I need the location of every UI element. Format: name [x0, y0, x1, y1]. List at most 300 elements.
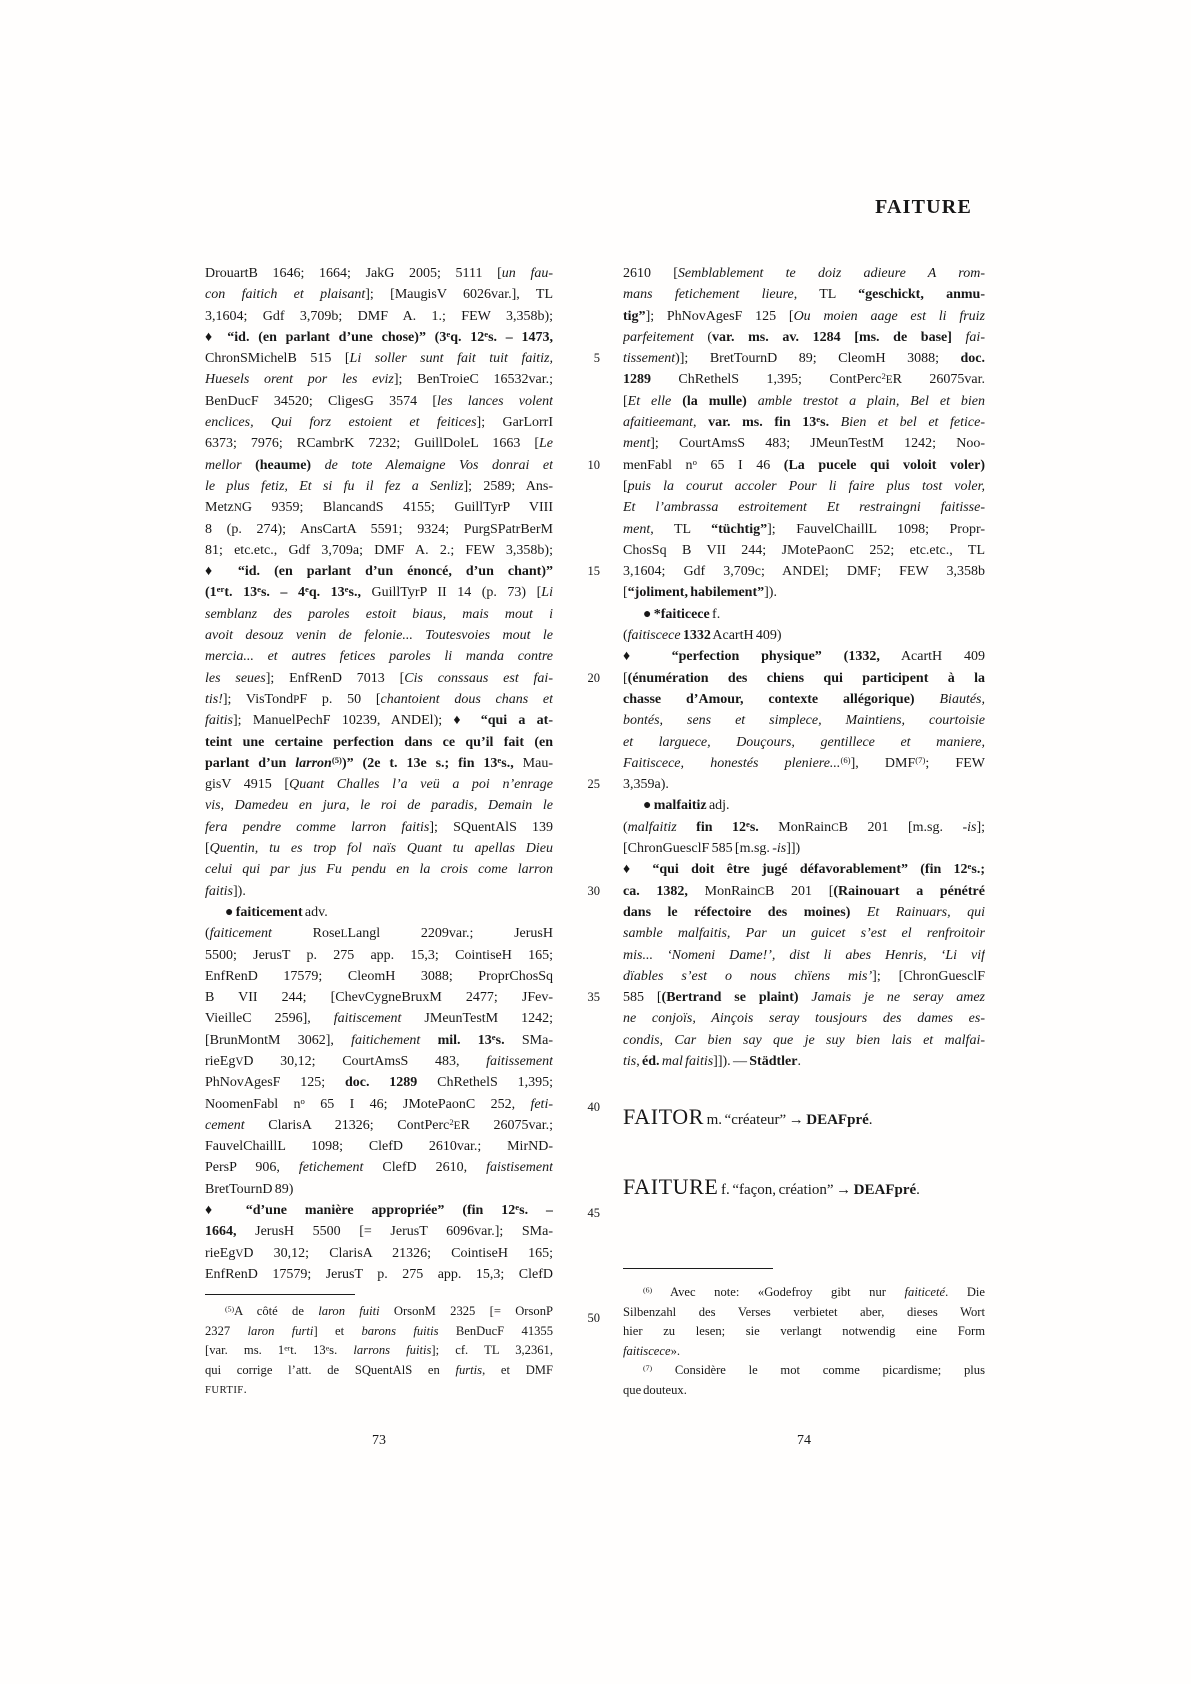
text-line [205, 774, 553, 795]
text-line [623, 1102, 985, 1132]
text-segment: m. “créateur” → [704, 1112, 807, 1128]
text-segment: 65 I 46 [696, 457, 784, 473]
text-segment: Semblablement te doiz adieure A rom- [677, 266, 985, 281]
text-segment: 2327 [205, 1323, 248, 1338]
text-segment [952, 330, 966, 345]
footnotes-right [623, 1283, 985, 1401]
text-line [205, 732, 553, 753]
text-segment: ment [623, 521, 651, 537]
text-segment: ne conjoïs, Ainçois seray tousjours des dames es- [623, 1011, 985, 1027]
text-segment: ca. 1382, [623, 883, 688, 899]
text-segment: Quentin, tu es trop fol naïs Quant tu apellas Dieu [209, 841, 553, 857]
text-line [623, 987, 985, 1008]
text-segment: e [515, 1202, 520, 1213]
text-segment: laron fuiti [318, 1304, 380, 1318]
text-line [623, 732, 985, 753]
text-segment: ]; VisTond [222, 691, 294, 707]
text-segment: 65 I 46; JMotePaonC 252, [304, 1096, 531, 1112]
text-line [623, 1051, 985, 1072]
text-line [623, 284, 985, 305]
text-segment: R 26075var.; [460, 1117, 553, 1133]
text-segment: MonRain [758, 819, 832, 835]
text-line [623, 455, 985, 476]
text-segment: ( [205, 926, 210, 942]
text-line [205, 1341, 553, 1361]
text-line [205, 306, 553, 327]
text-line [623, 859, 985, 880]
text-segment: [ [623, 670, 628, 686]
text-segment: feti- [530, 1096, 553, 1112]
text-segment: q. 12 [450, 329, 485, 345]
text-line [623, 497, 985, 518]
text-line [623, 1030, 985, 1051]
text-line [205, 561, 553, 582]
text-segment: rieEg [205, 1245, 236, 1261]
text-line [623, 668, 985, 689]
text-segment: ♦ [205, 564, 238, 580]
text-segment: éd. [642, 1053, 660, 1069]
text-segment: s., [348, 585, 361, 601]
text-line [205, 1380, 553, 1400]
text-segment: s. – 1473, [488, 329, 553, 345]
text-segment: mis... ‘Nomeni Dame!’, dist li abes Henris, ‘Li vif [623, 947, 985, 963]
footnotes-left [205, 1302, 553, 1400]
text-line [623, 646, 985, 667]
running-head: FAITURE [875, 196, 972, 218]
text-segment: celui qui par jus Fu pendu en la crois come larron [205, 862, 553, 878]
text-segment: E [453, 1119, 461, 1132]
text-segment: 585 [ [623, 990, 662, 1006]
text-segment: ]; SQuentAlS 139 [429, 819, 553, 835]
text-line [623, 561, 985, 582]
text-segment: “id. (en parlant d’un énoncé, d’un chant)” [237, 564, 553, 580]
text-segment: JMeunTestM 1242; [401, 1011, 553, 1027]
text-segment: enclices, Qui forz estoient et feitices [205, 415, 477, 431]
text-segment: ; FEW [925, 755, 985, 771]
text-line [205, 1051, 553, 1072]
text-segment: . [868, 1112, 873, 1128]
text-segment: NoomenFabl n [205, 1096, 301, 1112]
text-segment: BenDucF 41355 [438, 1323, 553, 1338]
text-segment: tis [623, 1053, 637, 1069]
text-segment: Jamais je ne seray amez [811, 990, 985, 1006]
page-number-left: 73 [372, 1433, 386, 1448]
text-segment: fetichement [298, 1160, 364, 1176]
text-segment [677, 820, 696, 835]
text-line [623, 1172, 985, 1202]
text-segment: (7) [643, 1363, 653, 1373]
line-number: 50 [587, 1311, 600, 1325]
text-segment: (heaume) [255, 457, 312, 473]
text-line [623, 1008, 985, 1029]
line-number: 10 [587, 458, 600, 472]
text-segment: . Die [945, 1285, 985, 1299]
text-line [205, 263, 553, 284]
text-segment: “qui doit être jugé défavorablement” (fin 12 [652, 862, 968, 878]
text-segment: tissement [623, 351, 676, 367]
text-segment: ChRethelS 1,395; [417, 1075, 553, 1091]
text-segment: 1664, [205, 1224, 237, 1240]
text-line [623, 625, 985, 646]
text-segment: . [243, 1382, 247, 1397]
text-line [205, 519, 553, 540]
text-segment [829, 415, 841, 430]
text-segment: s. [495, 1032, 505, 1048]
text-segment: Considère le mot comme picardisme; plus [652, 1363, 985, 1378]
text-segment: [ [623, 478, 628, 494]
text-segment: , TL [650, 521, 712, 537]
text-segment: 2610 [ [623, 266, 678, 281]
text-line [205, 945, 553, 966]
text-line [205, 646, 553, 667]
text-segment: C [757, 885, 765, 898]
text-segment: B 201 [ [764, 883, 834, 899]
text-segment: (la mulle) [682, 393, 747, 409]
text-line [623, 966, 985, 987]
text-segment: 3,1604; Gdf 3,709c; ANDEl; DMF; FEW 3,358b [623, 564, 985, 580]
text-segment: doc. [960, 351, 985, 367]
text-segment: )]; BretTournD 89; CleomH 3088; [675, 351, 961, 367]
text-line [205, 859, 553, 880]
text-segment: vis, Damedeu en jura, le roi de paradis, Demain le [205, 798, 553, 814]
text-segment: FauvelChaillL 1098; ClefD 2610var.; MirND- [205, 1139, 553, 1155]
text-line [205, 412, 553, 433]
text-line [205, 540, 553, 561]
text-segment: 2 [449, 1116, 454, 1127]
text-segment: (La pucele qui voloit voler) [783, 457, 985, 473]
text-line [623, 348, 985, 369]
text-segment: , TL [793, 287, 859, 303]
text-segment: s. [820, 415, 830, 431]
text-segment: BretTournD 89) [205, 1181, 294, 1197]
text-segment: DEAFpré [853, 1182, 917, 1198]
line-number: 15 [587, 564, 600, 578]
text-segment: s.; [971, 862, 985, 878]
text-segment: Et Rainuars, qui [866, 904, 985, 920]
text-line [205, 327, 553, 348]
text-segment: ]). [764, 585, 777, 601]
line-number: 35 [587, 990, 600, 1004]
text-segment: (6) [643, 1285, 653, 1295]
text-segment: e [344, 584, 349, 595]
text-line [205, 476, 553, 497]
text-segment: faitiscement [333, 1011, 402, 1027]
text-segment: e [446, 329, 451, 339]
text-segment: faitiscece [623, 1343, 671, 1358]
text-line [623, 838, 985, 859]
text-segment: var. ms. av. 1284 [ms. de base] [712, 329, 952, 345]
text-line [205, 1094, 553, 1115]
text-segment: e [325, 1343, 330, 1353]
text-segment: Mau- [522, 755, 553, 771]
text-segment: ] et [313, 1323, 362, 1338]
text-line [623, 412, 985, 433]
text-segment: gisV 4915 [ [205, 777, 290, 793]
text-line [623, 327, 985, 348]
entry-faitor [623, 1102, 985, 1132]
text-segment: 1289 [623, 372, 651, 388]
text-segment: 3,359a). [623, 777, 669, 793]
text-segment: afaitieemant [623, 415, 693, 431]
text-segment: avoit desouz venin de felonie... Toutesvoies mout le [205, 628, 553, 644]
text-line [623, 945, 985, 966]
text-line [623, 369, 985, 390]
text-line [623, 1342, 985, 1362]
text-segment: e [746, 818, 750, 829]
text-line [205, 987, 553, 1008]
text-segment: )” (2e t. 13e s.; fin 13 [341, 755, 498, 771]
text-segment: FAITURE [623, 1174, 719, 1199]
text-line [623, 391, 985, 412]
text-segment: DrouartB 1646; 1664; JakG 2005; 5111 [ [205, 266, 502, 281]
text-segment: e [304, 584, 309, 595]
entry-faiture [623, 1172, 985, 1202]
text-segment: Et l’ambrassa estroitement Et restraingni faitisse- [623, 500, 985, 516]
text-line [205, 1157, 553, 1178]
text-segment: . [797, 1053, 801, 1069]
text-segment: adj. [706, 798, 730, 814]
text-segment [915, 692, 940, 707]
text-segment: OrsonM 2325 [= OrsonP [379, 1304, 553, 1318]
text-segment: “perfection physique” (1332, [671, 649, 880, 665]
text-segment: F p. 50 [ [299, 691, 381, 707]
text-segment: les seues [205, 670, 266, 686]
text-segment: t. 13 [290, 1343, 326, 1358]
line-number: 45 [587, 1206, 600, 1220]
text-segment: B VII 244; [ChevCygneBruxM 2477; JFev- [205, 990, 553, 1006]
text-segment: Li [541, 585, 553, 601]
text-segment: Avec note: «Godefroy gibt nur [652, 1285, 905, 1299]
text-segment: Städtler [749, 1053, 798, 1069]
text-segment: MonRain [687, 883, 758, 899]
text-line [623, 881, 985, 902]
text-segment: (1 [205, 585, 217, 601]
text-segment: 3,1604; Gdf 3,709b; DMF A. 1.; FEW 3,358b); [205, 308, 553, 324]
text-segment: D 30,12; ClarisA 21326; CointiseH 165; [243, 1245, 553, 1261]
text-segment: FAITOR [623, 1104, 705, 1129]
text-line [623, 476, 985, 497]
text-segment: 5500; JerusT p. 275 app. 15,3; CointiseH 165; [205, 947, 553, 963]
text-segment: Bien et bel et fetice- [840, 415, 985, 431]
footnote-separator-right [623, 1268, 773, 1269]
text-segment: fin 12 [696, 819, 746, 835]
text-line [205, 1115, 553, 1136]
text-segment: e [257, 584, 261, 595]
text-line [623, 753, 985, 774]
text-line [205, 604, 553, 625]
text-line [623, 1361, 985, 1381]
text-segment: q. 13 [308, 585, 345, 601]
text-segment: teint une certaine perfection dans ce qu’il fait (en [205, 734, 553, 750]
text-line [205, 1072, 553, 1093]
text-segment: dïables s’est o nous chïens mis’ [623, 968, 873, 984]
text-segment: [ [205, 841, 210, 857]
text-segment: Li soller sunt fait tuit faitiz, [349, 351, 553, 367]
text-segment: o [300, 1095, 305, 1106]
text-line [205, 1361, 553, 1381]
text-segment: ● [225, 904, 236, 920]
text-line [623, 817, 985, 838]
text-segment: Et elle [627, 393, 683, 409]
text-segment: ● [643, 798, 654, 814]
text-segment: adv. [302, 904, 328, 920]
text-segment: DEAFpré [806, 1112, 869, 1128]
text-segment: ], DMF [850, 755, 916, 771]
text-segment: V [235, 1055, 244, 1068]
text-line [205, 1179, 553, 1200]
line-number: 5 [593, 351, 600, 365]
text-segment: C [831, 821, 839, 834]
text-segment: Cis conssaus est fai- [404, 670, 553, 686]
text-line [205, 710, 553, 731]
text-line [623, 519, 985, 540]
text-segment: ♦ [205, 1203, 246, 1219]
text-segment: tig” [623, 308, 646, 324]
text-segment: AcartH 409) [710, 628, 782, 644]
text-segment: *faiticece [653, 606, 710, 622]
text-segment: e [967, 861, 972, 872]
text-segment: parfeitement [623, 329, 694, 345]
text-segment: ]; CourtAmsS 483; JMeunTestM 1242; Noo- [650, 436, 985, 452]
text-segment: “joliment, habilement” [627, 585, 765, 601]
text-line [205, 1243, 553, 1264]
text-segment: ( [623, 819, 628, 835]
text-segment: ● [643, 606, 654, 622]
text-line [623, 1322, 985, 1342]
text-segment: mans fetichement lieure [623, 287, 794, 303]
line-number: 30 [587, 884, 600, 898]
text-segment: 81; etc.etc., Gdf 3,709a; DMF A. 2.; FEW 3,358b); [205, 542, 553, 558]
text-segment: GuillTyrP II 14 (p. 73) [ [360, 585, 542, 601]
text-segment: “id. (en parlant d’une chose)” (3 [227, 329, 447, 345]
text-segment: ChosSq B VII 244; JMotePaonC 252; etc.etc., TL [623, 542, 985, 558]
text-segment: ]; BenTroieC 16532var.; [393, 372, 553, 388]
text-segment: dans le réfectoire des moines) [623, 904, 851, 920]
text-segment: [ [623, 393, 628, 409]
text-segment: Le [539, 436, 553, 452]
text-segment: (Rainouart a pénétré [833, 883, 985, 899]
text-segment: ]). [233, 883, 246, 899]
text-segment: rieEg [205, 1053, 236, 1069]
text-segment [850, 905, 866, 920]
text-line [205, 668, 553, 689]
text-segment: (6) [840, 754, 851, 765]
text-line [205, 1322, 553, 1342]
text-line [623, 540, 985, 561]
text-segment: e [484, 329, 489, 339]
text-segment: larrons fuitis [353, 1343, 432, 1358]
text-segment: AcartH 409 [879, 649, 985, 665]
text-segment: SMa- [504, 1032, 553, 1048]
footnote-separator-left [205, 1294, 355, 1295]
text-segment: VieilleC 2596], [205, 1011, 334, 1027]
text-segment: qui corrige l’att. de SQuentAlS en [205, 1362, 456, 1377]
text-segment: var. ms. fin 13 [708, 415, 817, 431]
text-segment: faiticeté [904, 1285, 946, 1299]
text-line [205, 284, 553, 305]
line-number: 40 [587, 1100, 600, 1114]
text-line [205, 497, 553, 518]
text-line [205, 795, 553, 816]
text-segment: (7) [915, 754, 926, 765]
text-segment: Biautés, [939, 691, 985, 707]
text-segment: EnfRenD 17579; CleomH 3088; ProprChosSq [205, 968, 553, 984]
text-segment: -is [772, 841, 787, 857]
text-segment: (5) [225, 1304, 235, 1314]
text-line [623, 710, 985, 731]
text-segment: faistisement [486, 1160, 553, 1176]
text-segment: parlant d’un [205, 755, 296, 771]
text-segment: furtis [455, 1362, 483, 1377]
text-segment: [ [623, 585, 628, 601]
text-segment: o [692, 456, 697, 467]
text-segment: P [293, 693, 300, 706]
text-line [623, 1303, 985, 1323]
text-segment: 6373; 7976; RCambrK 7232; GuillDoleL 1663 [ [205, 436, 539, 452]
text-segment: , [636, 1053, 643, 1069]
text-segment: . [916, 1182, 920, 1198]
text-segment: les lances volent [437, 393, 553, 409]
text-segment: N [233, 502, 242, 515]
text-line [205, 348, 553, 369]
text-segment: faiticement [209, 926, 272, 942]
text-segment: ClarisA 21326; ContPerc [244, 1117, 450, 1133]
text-segment: (énumération des chiens qui participent à la [627, 670, 985, 686]
text-segment: t. 13 [224, 585, 258, 601]
text-segment: ( [693, 329, 713, 345]
text-segment: [BrunMontM 3062], [205, 1032, 352, 1048]
text-segment: ]; PhNovAgesF 125 [ [645, 308, 794, 324]
text-segment: er [216, 584, 225, 595]
text-segment: L [340, 928, 348, 941]
text-segment: samble malfaitis, Par un guicet s’est el renfroitoir [623, 926, 985, 942]
text-line [623, 263, 985, 284]
text-segment: FURTIF [205, 1384, 244, 1397]
text-segment: malfaitiz [653, 798, 707, 814]
text-segment: JerusH 5500 [= JerusT 6096var.]; SMa- [236, 1224, 553, 1240]
text-segment: et larguece, Douçours, gentillece et maniere, [623, 734, 985, 750]
text-segment: R 26075var. [892, 372, 985, 388]
text-segment: G 9359; BlancandS 4155; GuillTyrP VIII [241, 500, 553, 516]
text-line [205, 1302, 553, 1322]
page-number-right: 74 [797, 1433, 811, 1448]
text-segment: ]; ManuelPechF 10239, ANDEl); ♦ [233, 713, 481, 729]
text-segment: ]; 2589; Ans- [463, 478, 553, 494]
text-line [205, 689, 553, 710]
text-segment: chantoient dous chans et [380, 691, 553, 707]
text-line [205, 902, 553, 923]
text-segment: faiticement [235, 904, 303, 920]
text-segment: faitis [205, 713, 234, 729]
text-segment: ChRethelS 1,395; ContPerc [651, 372, 882, 388]
text-segment: larron [295, 755, 332, 771]
text-segment: ]; cf. TL 3,2361, [431, 1343, 553, 1358]
text-segment: ]; [MaugisV 6026var.], TL [365, 287, 553, 303]
text-segment: le plus fetiz, Et si fu il fez a Senliz [205, 478, 464, 494]
text-segment: condis, Car bien say que je suy bien lais et malfai- [623, 1032, 985, 1048]
text-segment: , [693, 415, 709, 431]
text-segment: e [816, 414, 821, 425]
text-segment: Ou moien aage est li fruiz [793, 308, 985, 324]
text-segment: s. [329, 1343, 354, 1358]
text-segment: menFabl n [623, 457, 693, 473]
text-line [623, 582, 985, 603]
text-segment: B 201 [m.sg. [838, 819, 963, 835]
text-segment: [var. ms. 1 [205, 1343, 285, 1358]
text-segment: s. [749, 819, 759, 835]
text-segment: Silbenzahl des Verses verbietet aber, dieses Wort [623, 1304, 985, 1319]
text-segment: hier zu lesen; sie verlangt notwendig eine Form [623, 1324, 985, 1339]
